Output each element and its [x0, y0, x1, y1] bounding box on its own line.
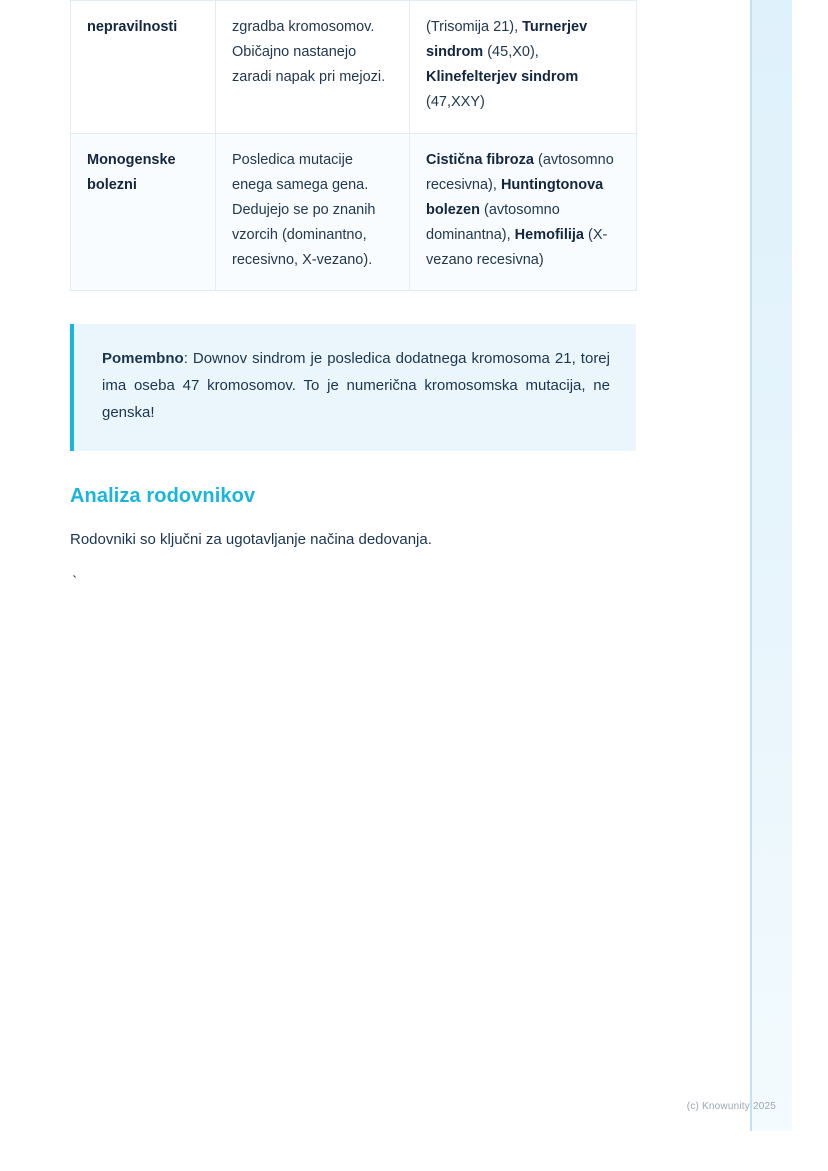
section-paragraph: Rodovniki so ključni za ugotavljanje načina dedovanja. — [70, 530, 432, 548]
document-content — [70, 0, 636, 591]
table-cell-examples: Cistična fibroza (avtosomno recesivna), Huntingtonova bolezen (avtosomno dominantna), Hemofilija (X-vezano recesivna) — [410, 133, 637, 291]
section-heading: Analiza rodovnikov — [70, 484, 256, 507]
footer-credit: (c) Knowunity 2025 — [686, 1101, 776, 1112]
table-cell-category-label: nepravilnosti — [87, 19, 178, 35]
important-callout — [70, 324, 636, 450]
table-row — [71, 133, 637, 291]
table-cell-examples: (Trisomija 21), Turnerjev sindrom (45,X0), Klinefelterjev sindrom (47,XXY) — [410, 1, 637, 134]
table-row — [71, 1, 637, 134]
decorative-rail-line — [750, 0, 752, 1131]
callout-label: Pomembno — [102, 350, 184, 368]
table-cell-category — [71, 1, 216, 134]
stray-backtick: ` — [70, 574, 80, 591]
genetics-comparison-table — [70, 0, 637, 291]
table-cell-description: zgradba kromosomov. Običajno nastanejo zaradi napak pri mejozi. — [216, 1, 410, 134]
decorative-right-rail — [752, 0, 792, 1131]
table-cell-category — [71, 133, 216, 291]
table-cell-category-label: Monogenske bolezni — [87, 151, 176, 193]
callout-text: : Downov sindrom je posledica dodatnega kromosoma 21, torej ima oseba 47 kromosomov. To je numerična kromosomska mutacija, ne genska! — [102, 350, 610, 421]
table-cell-description: Posledica mutacije enega samega gena. Dedujejo se po znanih vzorcih (dominantno, recesivno, X-vezano). — [216, 133, 410, 291]
